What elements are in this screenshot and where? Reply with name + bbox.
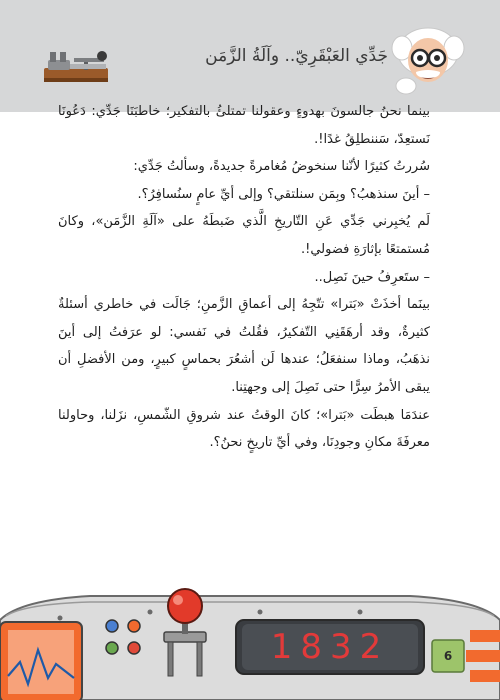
- grandpa-scientist-icon: [388, 20, 466, 100]
- paragraph: بينما نحنُ جالسونَ بهدوءٍ وعقولنا تمتلئُ بالتفكير؛ خاطبَنَا جَدِّي: دَعُونَا نَستعِدّ، سَننطلِقُ غدًا!.: [58, 104, 430, 147]
- story-text: [58, 98, 430, 457]
- paragraph: – ستَعرِفُ حينَ نَصِل..: [314, 269, 430, 285]
- header-bar: [0, 0, 500, 112]
- page-title: جَدِّي العَبْقَرِيّ.. وآلَةُ الزَّمَن: [205, 46, 388, 66]
- year-display: 1832: [270, 627, 390, 667]
- paragraph: – أينَ سنذهبُ؟ وبِمَن سنلتقي؟ وإلى أيِّ عامٍ سنُسافِرُ؟.: [137, 186, 430, 202]
- paragraph: لَم يُخبِرني جَدِّي عَنِ التّاريخِ الَّذي ضَبطَهُ على «آلَةِ الزَّمَن»، وكانَ مُستمتعًا بإثارَةِ فضولي!.: [58, 214, 430, 257]
- telegraph-machine-icon: [40, 44, 112, 86]
- paragraph: بينَما أخذَتْ «بَترا» تتّجِهُ إلى أعماقِ الزَّمنِ؛ جَالَت في خاطري أسئلةٌ كثيرةٌ، وقد أرهَقَنِي التّفكيرُ، فقُلتُ في نَفسي: لو عرَفتُ إلى أينَ نذهَبُ، وماذا سنفعَلُ؛ عندها لَن أشعُرَ بحماسٍ كبيرٍ، ومن الأفضلِ أن يبقى الأمرُ سِرًّا حتى نَصِلَ إلى وجهتِنا.: [58, 297, 430, 395]
- page-number: 6: [443, 649, 453, 663]
- paragraph: عندَمَا هبطَت «بَترا»؛ كانَ الوقتُ عند شروقِ الشّمسِ، نزَلنا، وحاولنا معرفَةَ مكانِ وجودِنَا، وفي أيِّ تاريخٍ نحنُ؟.: [58, 407, 430, 451]
- oscilloscope-screen-icon: [0, 622, 82, 700]
- paragraph: سُررتُ كثيرًا لأنّنا سنخوضُ مُغامرةً جديدةً، وسألتُ جَدِّي:: [133, 159, 430, 175]
